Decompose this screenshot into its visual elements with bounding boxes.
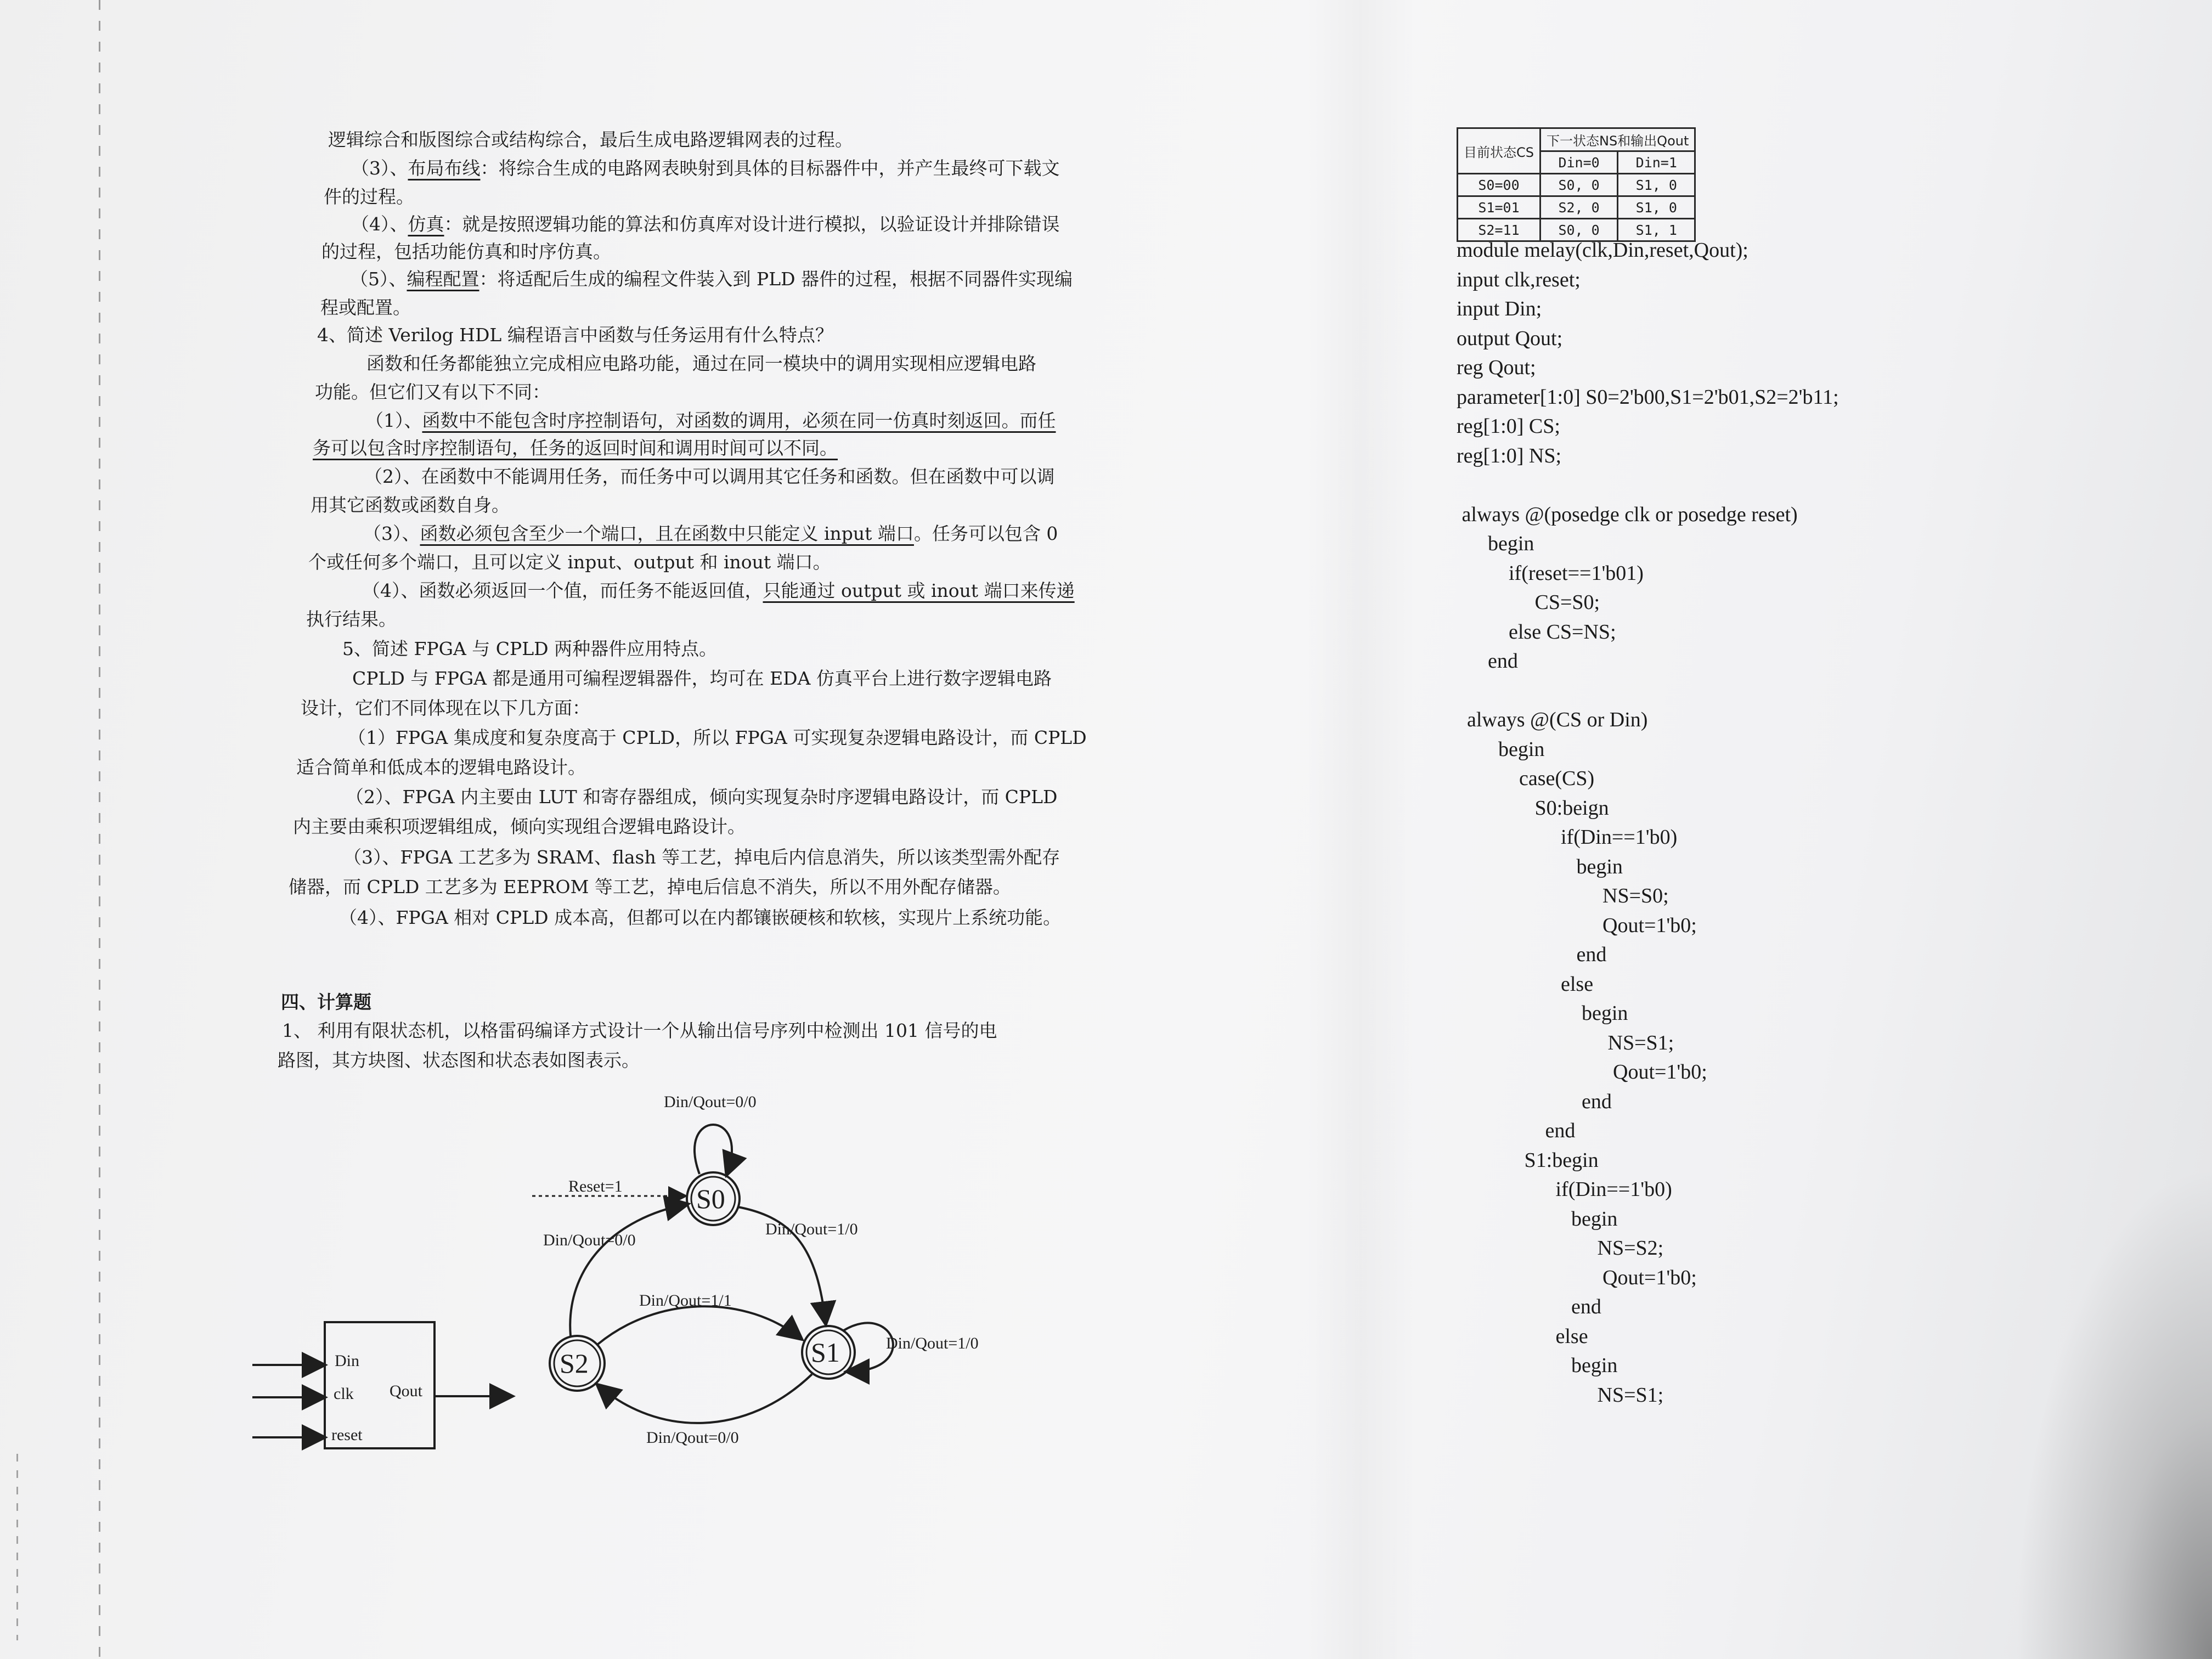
paragraph: 用其它函数或函数自身。 bbox=[311, 494, 510, 516]
paragraph: 程或配置。 bbox=[320, 297, 411, 318]
table-header-din0: Din=0 bbox=[1541, 151, 1618, 174]
paragraph: （4）、FPGA 相对 CPLD 成本高，但都可以在内都镶嵌硬核和软核，实现片上系统功能。 bbox=[339, 907, 1062, 928]
code-line: module melay(clk,Din,reset,Qout); bbox=[1457, 239, 1748, 262]
question-heading: 5、简述 FPGA 与 CPLD 两种器件应用特点。 bbox=[342, 638, 718, 659]
state-s0-label: S0 bbox=[696, 1183, 725, 1214]
code-line: parameter[1:0] S0=2'b00,S1=2'b01,S2=2'b11; bbox=[1457, 385, 1839, 409]
state-s1-label: S1 bbox=[811, 1337, 840, 1368]
block-clk-label: clk bbox=[334, 1385, 354, 1403]
paragraph: 的过程，包括功能仿真和时序仿真。 bbox=[321, 241, 611, 262]
code-line: NS=S1; bbox=[1457, 1031, 1674, 1054]
paragraph: 逻辑综合和版图综合或结构综合，最后生成电路逻辑网表的过程。 bbox=[328, 129, 853, 150]
code-line: end bbox=[1457, 1119, 1576, 1142]
code-line: output Qout; bbox=[1457, 326, 1563, 350]
state-table bbox=[1457, 127, 1696, 242]
code-line: end bbox=[1457, 1090, 1612, 1113]
code-line: NS=S0; bbox=[1457, 884, 1669, 907]
code-line: S1:begin bbox=[1457, 1148, 1599, 1172]
code-line: always @(CS or Din) bbox=[1457, 708, 1648, 731]
paragraph: （2）、FPGA 内主要由 LUT 和寄存器组成，倾向实现复杂时序逻辑电路设计，而 CPLD bbox=[346, 786, 1058, 808]
paragraph: 储器，而 CPLD 工艺多为 EEPROM 等工艺，掉电后信息不消失，所以不用外配存储器。 bbox=[289, 876, 1011, 898]
code-line bbox=[1457, 471, 1839, 500]
paragraph: （1）、函数中不能包含时序控制语句，对函数的调用，必须在同一仿真时刻返回。而任 bbox=[365, 410, 1056, 431]
block-reset-label: reset bbox=[331, 1426, 363, 1444]
edge-s0-s1-label: Din/Qout=1/0 bbox=[765, 1220, 858, 1238]
paragraph: 路图，其方块图、状态图和状态表如图表示。 bbox=[278, 1049, 640, 1071]
edge-s1-s2 bbox=[598, 1374, 812, 1423]
paragraph: 执行结果。 bbox=[306, 608, 397, 630]
page-fold-shadow bbox=[1306, 0, 1415, 1659]
paragraph: CPLD 与 FPGA 都是通用可编程逻辑器件，均可在 EDA 仿真平台上进行数字逻辑电路 bbox=[352, 668, 1052, 689]
table-header-cs: 目前状态CS bbox=[1458, 128, 1541, 174]
code-line: begin bbox=[1457, 737, 1545, 761]
paragraph: （3）、FPGA 工艺多为 SRAM、flash 等工艺，掉电后内信息消失，所以该类型需外配存 bbox=[343, 847, 1060, 868]
code-line: if(Din==1'b0) bbox=[1457, 1178, 1672, 1201]
verilog-code bbox=[1457, 236, 1839, 1410]
table-row: S1=01 S2, 0 S1, 0 bbox=[1458, 196, 1695, 219]
edge-s2-s0-label: Din/Qout=0/0 bbox=[543, 1231, 636, 1249]
code-line: else bbox=[1457, 1324, 1588, 1348]
table-row: S0=00 S0, 0 S1, 0 bbox=[1458, 174, 1695, 196]
paragraph: （2）、在函数中不能调用任务，而任务中可以调用其它任务和函数。但在函数中可以调 bbox=[364, 466, 1055, 487]
table-header-ns: 下一状态NS和输出Qout bbox=[1541, 128, 1695, 151]
code-line: always @(posedge clk or posedge reset) bbox=[1457, 503, 1798, 526]
paragraph: （5）、编程配置：将适配后生成的编程文件装入到 PLD 器件的过程，根据不同器件实现编 bbox=[350, 268, 1073, 290]
paragraph: 1、 利用有限状态机，以格雷码编译方式设计一个从输出信号序列中检测出 101 信号的电 bbox=[282, 1020, 997, 1041]
state-s2-label: S2 bbox=[560, 1348, 589, 1379]
code-line: input clk,reset; bbox=[1457, 268, 1581, 291]
paragraph: （3）、布局布线：将综合生成的电路网表映射到具体的目标器件中，并产生最终可下载文 bbox=[351, 157, 1060, 179]
paragraph: 设计，它们不同体现在以下几方面： bbox=[301, 697, 590, 719]
code-line: CS=S0; bbox=[1457, 591, 1600, 614]
paragraph: 个或任何多个端口，且可以定义 input、output 和 inout 端口。 bbox=[308, 551, 831, 573]
code-line: if(reset==1'b01) bbox=[1457, 561, 1644, 585]
code-line: end bbox=[1457, 943, 1607, 966]
question-heading: 4、简述 Verilog HDL 编程语言中函数与任务运用有什么特点？ bbox=[317, 324, 833, 346]
loop-s0 bbox=[695, 1125, 732, 1174]
code-line: reg[1:0] NS; bbox=[1457, 444, 1562, 467]
code-line: case(CS) bbox=[1457, 767, 1595, 790]
code-line: NS=S1; bbox=[1457, 1383, 1664, 1407]
code-line: begin bbox=[1457, 855, 1623, 878]
code-line: input Din; bbox=[1457, 297, 1542, 320]
paragraph: 件的过程。 bbox=[324, 186, 414, 207]
code-line: begin bbox=[1457, 1002, 1628, 1025]
code-line: end bbox=[1457, 650, 1518, 673]
section-heading: 四、计算题 bbox=[281, 991, 371, 1013]
loop-s0-label: Din/Qout=0/0 bbox=[664, 1093, 757, 1111]
code-line: else bbox=[1457, 972, 1594, 996]
paragraph: 适合简单和低成本的逻辑电路设计。 bbox=[296, 757, 586, 778]
code-line: Qout=1'b0; bbox=[1457, 913, 1697, 937]
paragraph: （4）、函数必须返回一个值，而任务不能返回值，只能通过 output 或 inout 端口来传递 bbox=[362, 580, 1075, 601]
paragraph: 函数和任务都能独立完成相应电路功能，通过在同一模块中的调用实现相应逻辑电路 bbox=[366, 353, 1036, 374]
code-line: S0:beign bbox=[1457, 796, 1609, 820]
paragraph: （3）、函数必须包含至少一个端口，且在函数中只能定义 input 端口。任务可以包含 0 bbox=[363, 523, 1058, 544]
code-line bbox=[1457, 676, 1839, 706]
code-line: Qout=1'b0; bbox=[1457, 1266, 1697, 1289]
margin-perforation bbox=[99, 0, 100, 1659]
reset-label: Reset=1 bbox=[568, 1177, 623, 1195]
code-line: NS=S2; bbox=[1457, 1237, 1664, 1260]
paragraph: 内主要由乘积项逻辑组成，倾向实现组合逻辑电路设计。 bbox=[293, 816, 746, 837]
block-qout-label: Qout bbox=[390, 1382, 422, 1400]
code-line: begin bbox=[1457, 1207, 1618, 1231]
code-line: begin bbox=[1457, 1354, 1618, 1377]
margin-perforation-lower bbox=[16, 1454, 18, 1640]
paragraph: 功能。但它们又有以下不同： bbox=[315, 381, 550, 403]
code-line: reg[1:0] CS; bbox=[1457, 415, 1560, 438]
loop-s1-label: Din/Qout=1/0 bbox=[886, 1334, 979, 1352]
code-line: begin bbox=[1457, 532, 1534, 555]
table-header-din1: Din=1 bbox=[1618, 151, 1695, 174]
code-line: else CS=NS; bbox=[1457, 620, 1616, 644]
paragraph: （1）FPGA 集成度和复杂度高于 CPLD，所以 FPGA 可实现复杂逻辑电路设计，而 CPLD bbox=[348, 727, 1087, 748]
paragraph: 务可以包含时序控制语句，任务的返回时间和调用时间可以不同。 bbox=[313, 437, 838, 459]
code-line: Qout=1'b0; bbox=[1457, 1060, 1707, 1084]
edge-s2-s1-label: Din/Qout=1/1 bbox=[639, 1291, 732, 1310]
code-line: end bbox=[1457, 1295, 1601, 1318]
code-line: if(Din==1'b0) bbox=[1457, 826, 1678, 849]
table-row: S2=11 S0, 0 S1, 1 bbox=[1458, 219, 1695, 241]
block-din-label: Din bbox=[335, 1352, 359, 1370]
state-diagram bbox=[241, 1086, 1064, 1481]
edge-s1-s2-label: Din/Qout=0/0 bbox=[646, 1429, 739, 1447]
edge-s2-s0 bbox=[570, 1204, 687, 1336]
edge-s2-s1 bbox=[598, 1306, 801, 1344]
paragraph: （4）、仿真：就是按照逻辑功能的算法和仿真库对设计进行模拟，以验证设计并排除错误 bbox=[351, 213, 1060, 235]
code-line: reg Qout; bbox=[1457, 356, 1536, 379]
scan-noise-corner bbox=[2015, 1165, 2212, 1659]
